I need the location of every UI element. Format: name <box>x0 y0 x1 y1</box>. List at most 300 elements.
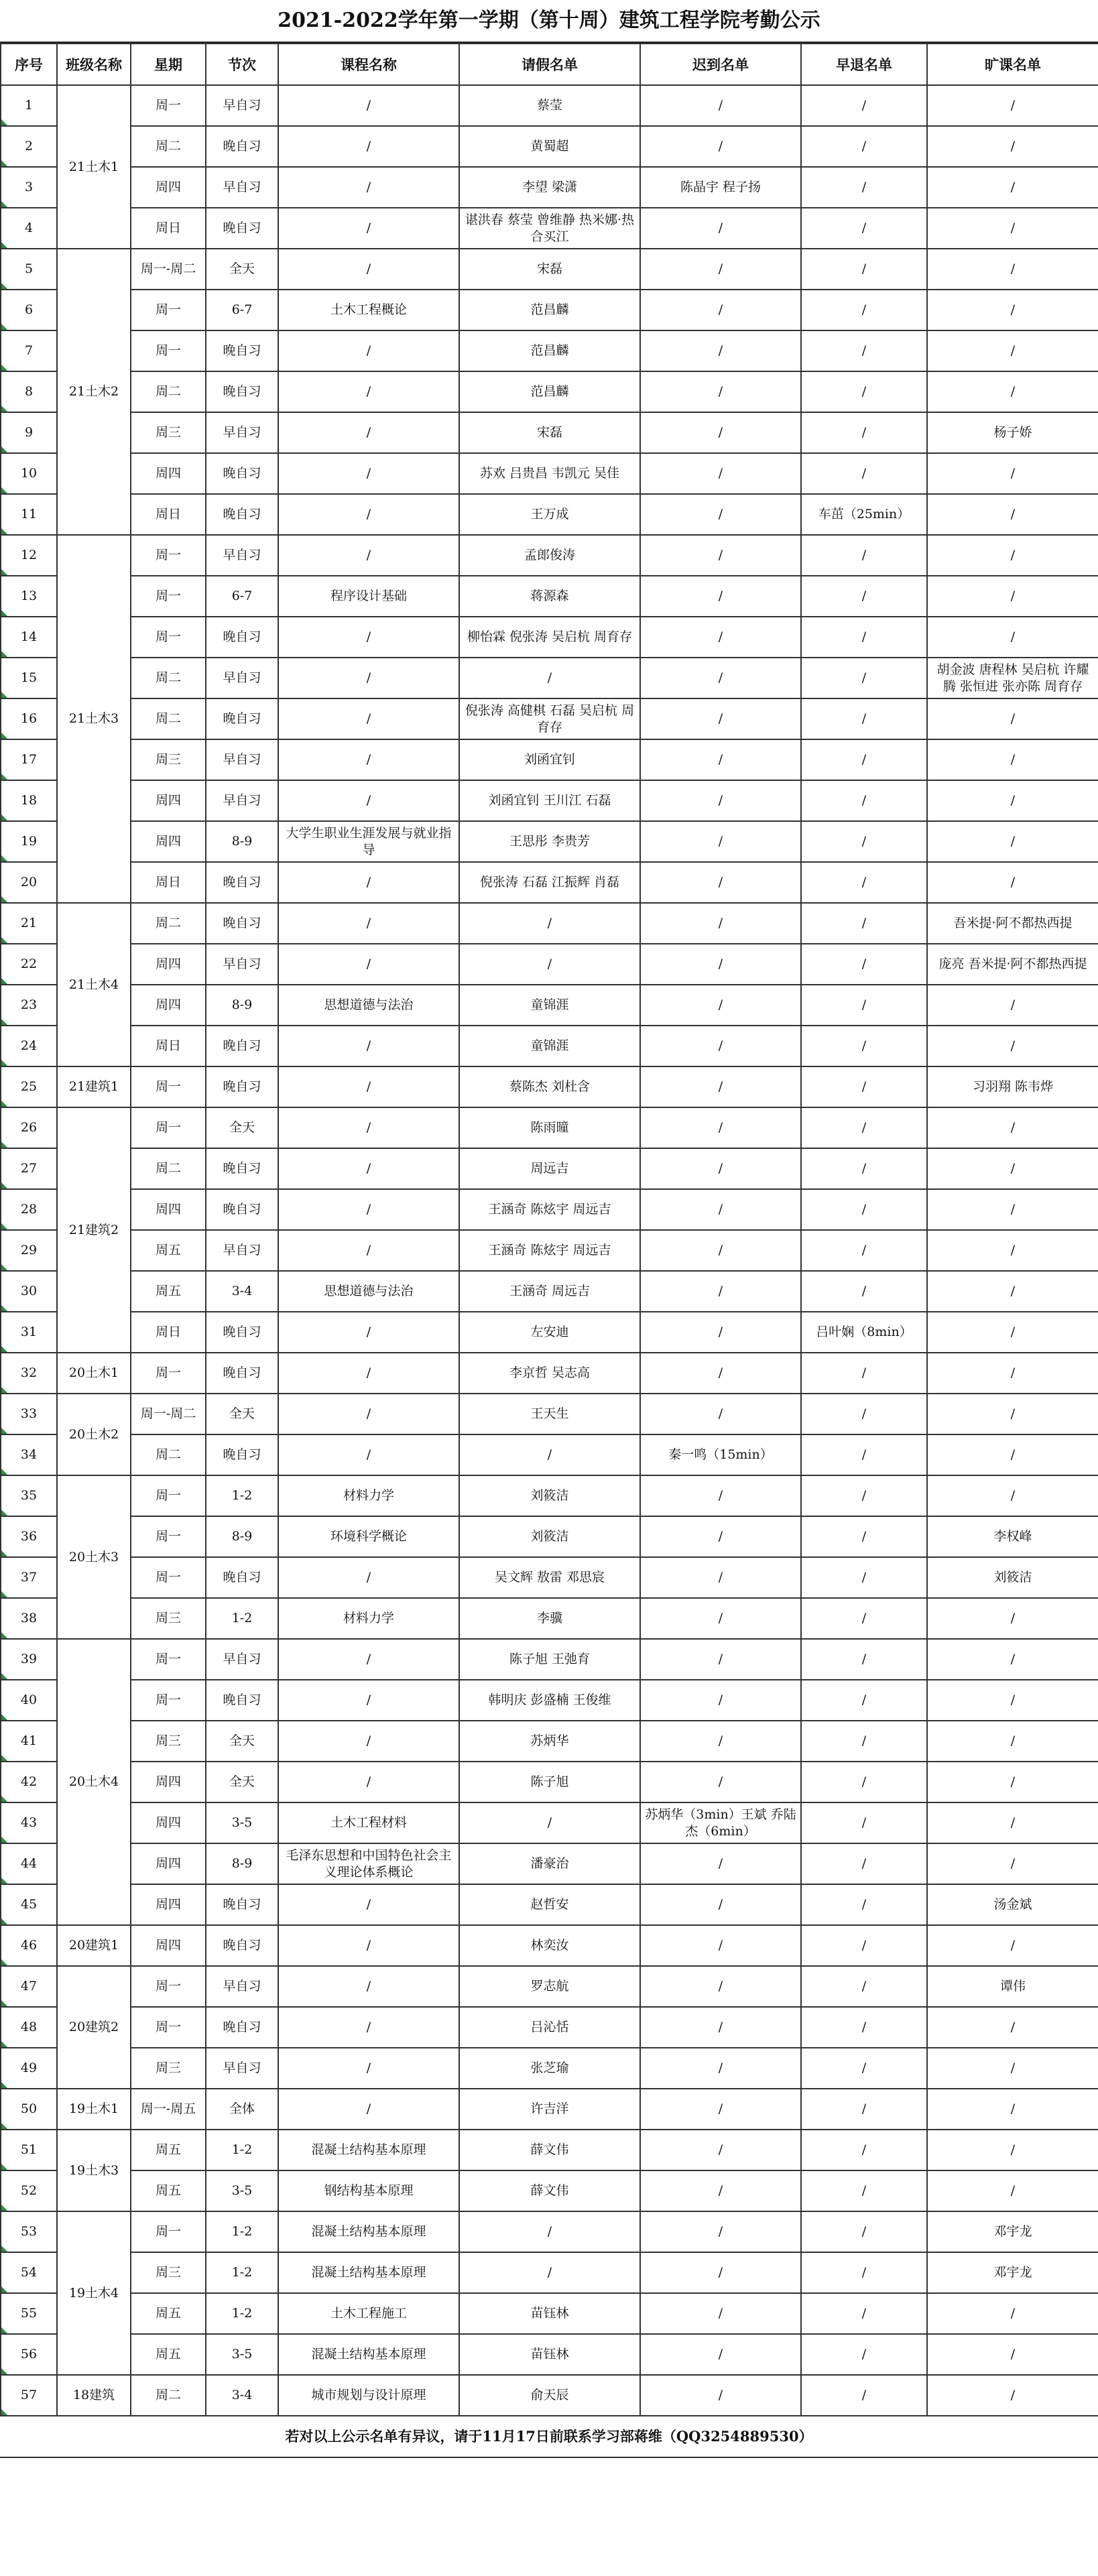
late-list: / <box>640 453 801 494</box>
absent-list: / <box>927 1639 1098 1680</box>
late-list: / <box>640 1680 801 1721</box>
leave-list: 陈雨曈 <box>459 1107 640 1148</box>
course-name: / <box>278 1434 459 1475</box>
course-name: / <box>278 371 459 412</box>
period: 6-7 <box>206 576 278 617</box>
late-list: / <box>640 371 801 412</box>
early-leave-list: / <box>801 208 927 249</box>
weekday: 周一 <box>131 1475 206 1516</box>
course-name: 土木工程概论 <box>278 290 459 330</box>
row-number: 36 <box>1 1516 57 1557</box>
course-name: 土木工程材料 <box>278 1802 459 1843</box>
table-row <box>1 453 1098 494</box>
early-leave-list: / <box>801 412 927 453</box>
early-leave-list: / <box>801 2089 927 2130</box>
leave-list: 蔡莹 <box>459 85 640 126</box>
weekday: 周四 <box>131 985 206 1026</box>
period: 早自习 <box>206 2048 278 2089</box>
period: 晚自习 <box>206 1925 278 1966</box>
row-number: 37 <box>1 1557 57 1598</box>
late-list: / <box>640 944 801 985</box>
course-name: / <box>278 1353 459 1394</box>
absent-list: / <box>927 85 1098 126</box>
period: 晚自习 <box>206 1353 278 1394</box>
absent-list: 胡金波 唐程林 吴启杭 许耀腾 张恒进 张亦陈 周育存 <box>927 658 1098 698</box>
late-list: / <box>640 126 801 167</box>
late-list: / <box>640 1353 801 1394</box>
absent-list: / <box>927 698 1098 739</box>
weekday: 周三 <box>131 1721 206 1762</box>
row-number: 19 <box>1 821 57 862</box>
table-row <box>1 85 1098 126</box>
row-number: 42 <box>1 1762 57 1802</box>
early-leave-list: / <box>801 330 927 371</box>
late-list: / <box>640 2334 801 2375</box>
period: 晚自习 <box>206 1312 278 1353</box>
leave-list: 范昌麟 <box>459 371 640 412</box>
leave-list: 宋磊 <box>459 412 640 453</box>
row-number: 9 <box>1 412 57 453</box>
course-name: / <box>278 1189 459 1230</box>
period: 晚自习 <box>206 1680 278 1721</box>
table-row <box>1 780 1098 821</box>
row-number: 28 <box>1 1189 57 1230</box>
leave-list: 赵哲安 <box>459 1884 640 1925</box>
absent-list: / <box>927 453 1098 494</box>
period: 晚自习 <box>206 1434 278 1475</box>
leave-list: 范昌麟 <box>459 290 640 330</box>
period: 1-2 <box>206 1598 278 1639</box>
late-list: / <box>640 2170 801 2211</box>
period: 早自习 <box>206 739 278 780</box>
table-row <box>1 2048 1098 2089</box>
late-list: / <box>640 1966 801 2007</box>
late-list: / <box>640 2089 801 2130</box>
course-name: / <box>278 412 459 453</box>
early-leave-list: / <box>801 2293 927 2334</box>
period: 晚自习 <box>206 371 278 412</box>
period: 晚自习 <box>206 208 278 249</box>
table-row <box>1 2130 1098 2170</box>
leave-list: 刘函宜钊 王川江 石磊 <box>459 780 640 821</box>
course-name: / <box>278 1107 459 1148</box>
absent-list: / <box>927 2089 1098 2130</box>
table-row <box>1 2375 1098 2416</box>
course-name: / <box>278 944 459 985</box>
weekday: 周三 <box>131 1598 206 1639</box>
row-number: 10 <box>1 453 57 494</box>
attendance-table <box>0 43 1098 2416</box>
early-leave-list: 吕叶娴（8min） <box>801 1312 927 1353</box>
row-number: 48 <box>1 2007 57 2048</box>
leave-list: 李京哲 吴志高 <box>459 1353 640 1394</box>
leave-list: 黄蜀超 <box>459 126 640 167</box>
table-row <box>1 167 1098 208</box>
leave-list: 潘豪治 <box>459 1843 640 1884</box>
absent-list: 习羽翔 陈韦烨 <box>927 1066 1098 1107</box>
table-row <box>1 862 1098 903</box>
row-number: 41 <box>1 1721 57 1762</box>
absent-list: / <box>927 1762 1098 1802</box>
early-leave-list: / <box>801 2211 927 2252</box>
early-leave-list: / <box>801 2130 927 2170</box>
late-list: / <box>640 1230 801 1271</box>
absent-list: / <box>927 1312 1098 1353</box>
course-name: / <box>278 453 459 494</box>
weekday: 周二 <box>131 2375 206 2416</box>
period: 1-2 <box>206 2211 278 2252</box>
table-row <box>1 1721 1098 1762</box>
row-number: 39 <box>1 1639 57 1680</box>
table-row <box>1 2334 1098 2375</box>
leave-list: 宋磊 <box>459 249 640 290</box>
late-list: / <box>640 1271 801 1312</box>
weekday: 周五 <box>131 2130 206 2170</box>
leave-list: / <box>459 903 640 944</box>
early-leave-list: / <box>801 371 927 412</box>
absent-list: 李权峰 <box>927 1516 1098 1557</box>
class-name: 21土木3 <box>57 535 131 903</box>
table-row <box>1 2170 1098 2211</box>
course-name: / <box>278 330 459 371</box>
course-name: / <box>278 1721 459 1762</box>
weekday: 周一 <box>131 1353 206 1394</box>
table-row <box>1 658 1098 698</box>
leave-list: 童锦涯 <box>459 1026 640 1066</box>
weekday: 周一 <box>131 1107 206 1148</box>
leave-list: 范昌麟 <box>459 330 640 371</box>
early-leave-list: / <box>801 290 927 330</box>
weekday: 周四 <box>131 1843 206 1884</box>
table-row <box>1 1312 1098 1353</box>
course-name: / <box>278 1148 459 1189</box>
absent-list: / <box>927 1026 1098 1066</box>
table-row <box>1 2293 1098 2334</box>
late-list: / <box>640 208 801 249</box>
weekday: 周四 <box>131 453 206 494</box>
row-number: 16 <box>1 698 57 739</box>
row-number: 22 <box>1 944 57 985</box>
weekday: 周日 <box>131 494 206 535</box>
absent-list: / <box>927 617 1098 658</box>
absent-list: / <box>927 1721 1098 1762</box>
course-name: / <box>278 2007 459 2048</box>
absent-list: / <box>927 821 1098 862</box>
period: 晚自习 <box>206 453 278 494</box>
early-leave-list: / <box>801 1353 927 1394</box>
early-leave-list: / <box>801 1271 927 1312</box>
period: 晚自习 <box>206 903 278 944</box>
table-row <box>1 1475 1098 1516</box>
early-leave-list: / <box>801 903 927 944</box>
early-leave-list: / <box>801 2375 927 2416</box>
absent-list: 邓宇龙 <box>927 2252 1098 2293</box>
late-list: / <box>640 1107 801 1148</box>
course-name: / <box>278 780 459 821</box>
table-row <box>1 944 1098 985</box>
late-list: / <box>640 1312 801 1353</box>
early-leave-list: / <box>801 1721 927 1762</box>
late-list: / <box>640 1762 801 1802</box>
early-leave-list: / <box>801 1148 927 1189</box>
period: 早自习 <box>206 1966 278 2007</box>
early-leave-list: / <box>801 2170 927 2211</box>
weekday: 周二 <box>131 903 206 944</box>
row-number: 45 <box>1 1884 57 1925</box>
late-list: / <box>640 2375 801 2416</box>
row-number: 38 <box>1 1598 57 1639</box>
absent-list: / <box>927 494 1098 535</box>
class-name: 19土木3 <box>57 2130 131 2211</box>
table-row <box>1 535 1098 576</box>
absent-list: / <box>927 2170 1098 2211</box>
early-leave-list: / <box>801 2334 927 2375</box>
col-header-day: 星期 <box>131 44 206 85</box>
class-name: 19土木1 <box>57 2089 131 2130</box>
row-number: 17 <box>1 739 57 780</box>
late-list: / <box>640 780 801 821</box>
late-list: / <box>640 1189 801 1230</box>
absent-list: / <box>927 1925 1098 1966</box>
late-list: 秦一鸣（15min） <box>640 1434 801 1475</box>
row-number: 15 <box>1 658 57 698</box>
weekday: 周五 <box>131 1271 206 1312</box>
course-name: / <box>278 2089 459 2130</box>
weekday: 周日 <box>131 1026 206 1066</box>
page-title: 2021-2022学年第一学期（第十周）建筑工程学院考勤公示 <box>0 0 1098 43</box>
leave-list: / <box>459 1434 640 1475</box>
course-name: / <box>278 249 459 290</box>
course-name: 毛泽东思想和中国特色社会主义理论体系概论 <box>278 1843 459 1884</box>
weekday: 周三 <box>131 2252 206 2293</box>
period: 8-9 <box>206 985 278 1026</box>
late-list: / <box>640 1721 801 1762</box>
absent-list: / <box>927 167 1098 208</box>
table-row <box>1 1843 1098 1884</box>
table-row <box>1 1598 1098 1639</box>
row-number: 1 <box>1 85 57 126</box>
absent-list: / <box>927 1230 1098 1271</box>
absent-list: / <box>927 1107 1098 1148</box>
period: 晚自习 <box>206 1189 278 1230</box>
absent-list: 吾米提·阿不都热西提 <box>927 903 1098 944</box>
course-name: / <box>278 85 459 126</box>
weekday: 周一-周二 <box>131 1394 206 1434</box>
table-row <box>1 698 1098 739</box>
row-number: 14 <box>1 617 57 658</box>
leave-list: 李骥 <box>459 1598 640 1639</box>
class-name: 20建筑2 <box>57 1966 131 2089</box>
early-leave-list: / <box>801 1966 927 2007</box>
period: 1-2 <box>206 2130 278 2170</box>
late-list: / <box>640 2130 801 2170</box>
late-list: / <box>640 617 801 658</box>
period: 晚自习 <box>206 1148 278 1189</box>
late-list: 苏炳华（3min）王斌 乔陆杰（6min） <box>640 1802 801 1843</box>
period: 3-5 <box>206 1802 278 1843</box>
table-row <box>1 1966 1098 2007</box>
absent-list: 邓宇龙 <box>927 2211 1098 2252</box>
period: 8-9 <box>206 1843 278 1884</box>
row-number: 57 <box>1 2375 57 2416</box>
late-list: / <box>640 330 801 371</box>
row-number: 43 <box>1 1802 57 1843</box>
late-list: / <box>640 2007 801 2048</box>
absent-list: / <box>927 780 1098 821</box>
course-name: / <box>278 903 459 944</box>
leave-list: 陈子旭 王弛育 <box>459 1639 640 1680</box>
row-number: 8 <box>1 371 57 412</box>
period: 3-4 <box>206 2375 278 2416</box>
leave-list: 刘函宜钊 <box>459 739 640 780</box>
table-row <box>1 2007 1098 2048</box>
table-row <box>1 371 1098 412</box>
absent-list: / <box>927 1394 1098 1434</box>
table-row <box>1 1516 1098 1557</box>
table-row <box>1 2089 1098 2130</box>
course-name: 大学生职业生涯发展与就业指导 <box>278 821 459 862</box>
course-name: / <box>278 208 459 249</box>
period: 全天 <box>206 1394 278 1434</box>
leave-list: 王涵奇 陈炫宇 周远吉 <box>459 1230 640 1271</box>
class-name: 21土木1 <box>57 85 131 249</box>
weekday: 周四 <box>131 821 206 862</box>
absent-list: 杨子娇 <box>927 412 1098 453</box>
late-list: / <box>640 2293 801 2334</box>
table-body <box>1 85 1098 2416</box>
leave-list: 刘筱洁 <box>459 1516 640 1557</box>
class-name: 21建筑2 <box>57 1107 131 1353</box>
weekday: 周四 <box>131 1189 206 1230</box>
early-leave-list: / <box>801 739 927 780</box>
early-leave-list: / <box>801 1066 927 1107</box>
leave-list: 王涵奇 周远吉 <box>459 1271 640 1312</box>
leave-list: 蒋源森 <box>459 576 640 617</box>
row-number: 21 <box>1 903 57 944</box>
course-name: 土木工程施工 <box>278 2293 459 2334</box>
course-name: / <box>278 739 459 780</box>
col-header-absent: 旷课名单 <box>927 44 1098 85</box>
leave-list: / <box>459 658 640 698</box>
course-name: / <box>278 1066 459 1107</box>
class-name: 20土木2 <box>57 1394 131 1475</box>
table-row <box>1 1353 1098 1394</box>
absent-list: / <box>927 290 1098 330</box>
early-leave-list: / <box>801 944 927 985</box>
period: 晚自习 <box>206 494 278 535</box>
table-row <box>1 1762 1098 1802</box>
period: 早自习 <box>206 85 278 126</box>
late-list: / <box>640 903 801 944</box>
period: 早自习 <box>206 535 278 576</box>
period: 晚自习 <box>206 2007 278 2048</box>
period: 晚自习 <box>206 330 278 371</box>
period: 全体 <box>206 2089 278 2130</box>
early-leave-list: / <box>801 576 927 617</box>
row-number: 25 <box>1 1066 57 1107</box>
late-list: / <box>640 1843 801 1884</box>
leave-list: 张芝瑜 <box>459 2048 640 2089</box>
leave-list: 苗钰林 <box>459 2334 640 2375</box>
row-number: 2 <box>1 126 57 167</box>
table-row <box>1 1271 1098 1312</box>
late-list: / <box>640 1516 801 1557</box>
leave-list: 王天生 <box>459 1394 640 1434</box>
weekday: 周一 <box>131 1557 206 1598</box>
course-name: 材料力学 <box>278 1475 459 1516</box>
leave-list: 左安迪 <box>459 1312 640 1353</box>
row-number: 35 <box>1 1475 57 1516</box>
leave-list: 吕沁恬 <box>459 2007 640 2048</box>
period: 全天 <box>206 249 278 290</box>
early-leave-list: / <box>801 1434 927 1475</box>
absent-list: / <box>927 1434 1098 1475</box>
late-list: / <box>640 576 801 617</box>
course-name: / <box>278 1680 459 1721</box>
course-name: 环境科学概论 <box>278 1516 459 1557</box>
table-row <box>1 821 1098 862</box>
weekday: 周一 <box>131 85 206 126</box>
row-number: 18 <box>1 780 57 821</box>
class-name: 21土木2 <box>57 249 131 535</box>
early-leave-list: / <box>801 2252 927 2293</box>
period: 晚自习 <box>206 1884 278 1925</box>
early-leave-list: / <box>801 617 927 658</box>
col-header-period: 节次 <box>206 44 278 85</box>
early-leave-list: / <box>801 780 927 821</box>
leave-list: / <box>459 1802 640 1843</box>
leave-list: 苏欢 吕贵昌 韦凯元 吴佳 <box>459 453 640 494</box>
period: 早自习 <box>206 780 278 821</box>
course-name: / <box>278 1026 459 1066</box>
early-leave-list: / <box>801 1107 927 1148</box>
row-number: 32 <box>1 1353 57 1394</box>
row-number: 27 <box>1 1148 57 1189</box>
course-name: 混凝土结构基本原理 <box>278 2211 459 2252</box>
absent-list: / <box>927 1598 1098 1639</box>
leave-list: 苏炳华 <box>459 1721 640 1762</box>
weekday: 周一 <box>131 290 206 330</box>
leave-list: / <box>459 2211 640 2252</box>
late-list: / <box>640 290 801 330</box>
col-header-class: 班级名称 <box>57 44 131 85</box>
table-row <box>1 1557 1098 1598</box>
weekday: 周三 <box>131 739 206 780</box>
late-list: / <box>640 1026 801 1066</box>
absent-list: 刘筱洁 <box>927 1557 1098 1598</box>
late-list: / <box>640 985 801 1026</box>
row-number: 20 <box>1 862 57 903</box>
absent-list: 庞亮 吾米提·阿不都热西提 <box>927 944 1098 985</box>
course-name: / <box>278 1394 459 1434</box>
table-row <box>1 494 1098 535</box>
course-name: / <box>278 535 459 576</box>
table-header-row <box>1 44 1098 85</box>
early-leave-list: / <box>801 1557 927 1598</box>
period: 早自习 <box>206 1230 278 1271</box>
table-row <box>1 249 1098 290</box>
table-row <box>1 1394 1098 1434</box>
course-name: / <box>278 617 459 658</box>
period: 8-9 <box>206 1516 278 1557</box>
late-list: / <box>640 658 801 698</box>
weekday: 周二 <box>131 1148 206 1189</box>
table-row <box>1 412 1098 453</box>
row-number: 34 <box>1 1434 57 1475</box>
weekday: 周四 <box>131 167 206 208</box>
weekday: 周一 <box>131 330 206 371</box>
table-row <box>1 576 1098 617</box>
